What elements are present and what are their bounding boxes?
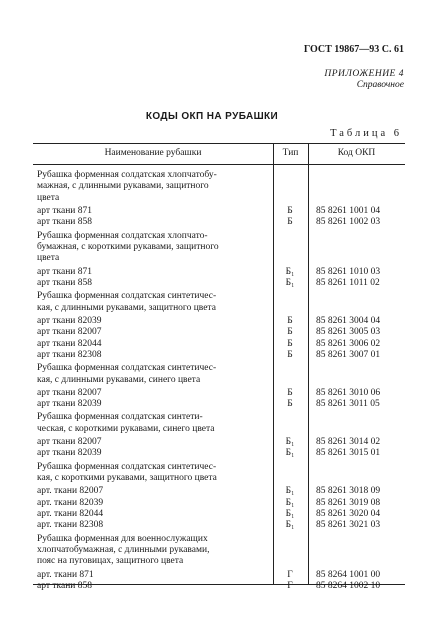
shirt-type: Б₁	[285, 486, 295, 497]
fabric-article: арт ткани 82007	[37, 387, 102, 398]
okp-code: 85 8261 3015 01	[316, 448, 381, 459]
okp-codes-table	[33, 143, 405, 591]
shirt-type: Б₁	[285, 448, 295, 459]
shirt-description-line: Рубашка форменная для военнослужащих	[37, 533, 208, 544]
fabric-article: арт ткани 82044	[37, 338, 102, 349]
okp-code: 85 8261 3006 02	[316, 338, 381, 349]
shirt-description-line: Рубашка форменная солдатская хлопчатобу-	[37, 170, 217, 180]
shirt-description-line: Рубашка форменная солдатская синтетичес-	[37, 461, 217, 472]
appendix-note: Справочное	[356, 80, 404, 90]
fabric-article: арт. ткани 82039	[37, 497, 104, 508]
okp-code: 85 8261 3021 03	[316, 520, 381, 531]
shirt-description-line: пояс на пуговицах, защитного цвета	[37, 556, 184, 567]
shirt-type: Б₁	[285, 509, 295, 519]
page-header: ГОСТ 19867—93 С. 61	[303, 44, 404, 55]
fabric-article: арт. ткани 82044	[37, 509, 104, 519]
column-header-code: Код ОКП	[337, 148, 376, 158]
shirt-description-line: мажная, с длинными рукавами, защитного	[37, 181, 209, 192]
okp-code: 85 8261 3020 04	[316, 509, 381, 519]
fabric-article: арт. ткани 82007	[37, 486, 104, 497]
shirt-type: Б	[287, 206, 293, 216]
fabric-article: арт ткани 858	[37, 278, 93, 288]
shirt-description-line: ческая, с короткими рукавами, синего цвета	[37, 423, 215, 434]
shirt-description-line: кая, с длинными рукавами, синего цвета	[37, 374, 201, 385]
header-divider	[33, 164, 405, 165]
shirt-description-line: цвета	[37, 253, 60, 264]
shirt-type: Б	[287, 217, 293, 228]
shirt-type: Б	[287, 399, 293, 410]
appendix-label: ПРИЛОЖЕНИЕ 4	[324, 69, 404, 79]
fabric-article: арт ткани 858	[37, 581, 93, 591]
shirt-type: Б	[287, 327, 293, 338]
shirt-description-line: Рубашка форменная солдатская синтети-	[37, 412, 203, 423]
fabric-article: арт ткани 82007	[37, 437, 102, 447]
shirt-type: Б₁	[285, 266, 295, 277]
shirt-description-line: Рубашка форменная солдатская синтетичес-	[37, 363, 217, 374]
okp-code: 85 8261 3018 09	[316, 486, 381, 497]
fabric-article: арт ткани 82039	[37, 448, 102, 459]
shirt-description-line: Рубашка форменная солдатская хлопчато-	[37, 230, 208, 241]
shirt-description-line: Рубашка форменная солдатская синтетичес-	[37, 291, 217, 302]
okp-code: 85 8261 3004 04	[316, 315, 381, 326]
fabric-article: арт. ткани 82308	[37, 520, 104, 531]
okp-code: 85 8264 1002 10	[316, 581, 381, 591]
okp-code: 85 8261 3014 02	[316, 437, 381, 447]
shirt-type: Б₁	[285, 437, 295, 447]
fabric-article: арт ткани 858	[37, 217, 93, 228]
table-label: Таблица 6	[330, 128, 402, 139]
okp-code: 85 8261 1001 04	[316, 206, 381, 216]
shirt-description-line: хлопчатобумажная, с длинными рукавами,	[37, 545, 210, 555]
column-divider	[273, 144, 274, 584]
column-divider	[308, 144, 309, 584]
shirt-type: Б	[287, 315, 293, 326]
column-header-type: Тип	[282, 148, 299, 158]
shirt-type: Б	[287, 338, 293, 349]
shirt-type: Б	[287, 387, 293, 398]
okp-code: 85 8261 1011 02	[316, 278, 380, 288]
fabric-article: арт ткани 871	[37, 206, 93, 216]
fabric-article: арт ткани 871	[37, 266, 93, 277]
okp-code: 85 8261 1010 03	[316, 266, 381, 277]
fabric-article: арт ткани 82039	[37, 399, 102, 410]
shirt-type: Б	[287, 350, 293, 360]
okp-code: 85 8261 3010 06	[316, 387, 381, 398]
okp-code: 85 8261 1002 03	[316, 217, 381, 228]
fabric-article: арт ткани 82308	[37, 350, 102, 360]
okp-code: 85 8261 3005 03	[316, 327, 381, 338]
fabric-article: арт ткани 82039	[37, 315, 102, 326]
shirt-description-line: цвета	[37, 192, 60, 203]
fabric-article: арт. ткани 871	[37, 569, 94, 580]
shirt-type: Г	[287, 581, 293, 591]
shirt-type: Б₁	[285, 520, 295, 531]
okp-code: 85 8261 3011 05	[316, 399, 380, 410]
okp-code: 85 8261 3019 08	[316, 497, 381, 508]
shirt-type: Г	[287, 569, 293, 580]
shirt-description-line: бумажная, с короткими рукавами, защитного	[37, 242, 219, 252]
shirt-description-line: кая, с короткими рукавами, защитного цвета	[37, 473, 217, 483]
column-header-name: Наименование рубашки	[104, 148, 202, 158]
okp-code: 85 8261 3007 01	[316, 350, 381, 360]
shirt-type: Б₁	[285, 497, 295, 508]
shirt-type: Б₁	[285, 278, 295, 288]
document-title: КОДЫ ОКП НА РУБАШКИ	[145, 111, 279, 122]
shirt-description-line: кая, с длинными рукавами, защитного цвета	[37, 302, 216, 313]
fabric-article: арт ткани 82007	[37, 327, 102, 338]
okp-code: 85 8264 1001 00	[316, 569, 381, 580]
